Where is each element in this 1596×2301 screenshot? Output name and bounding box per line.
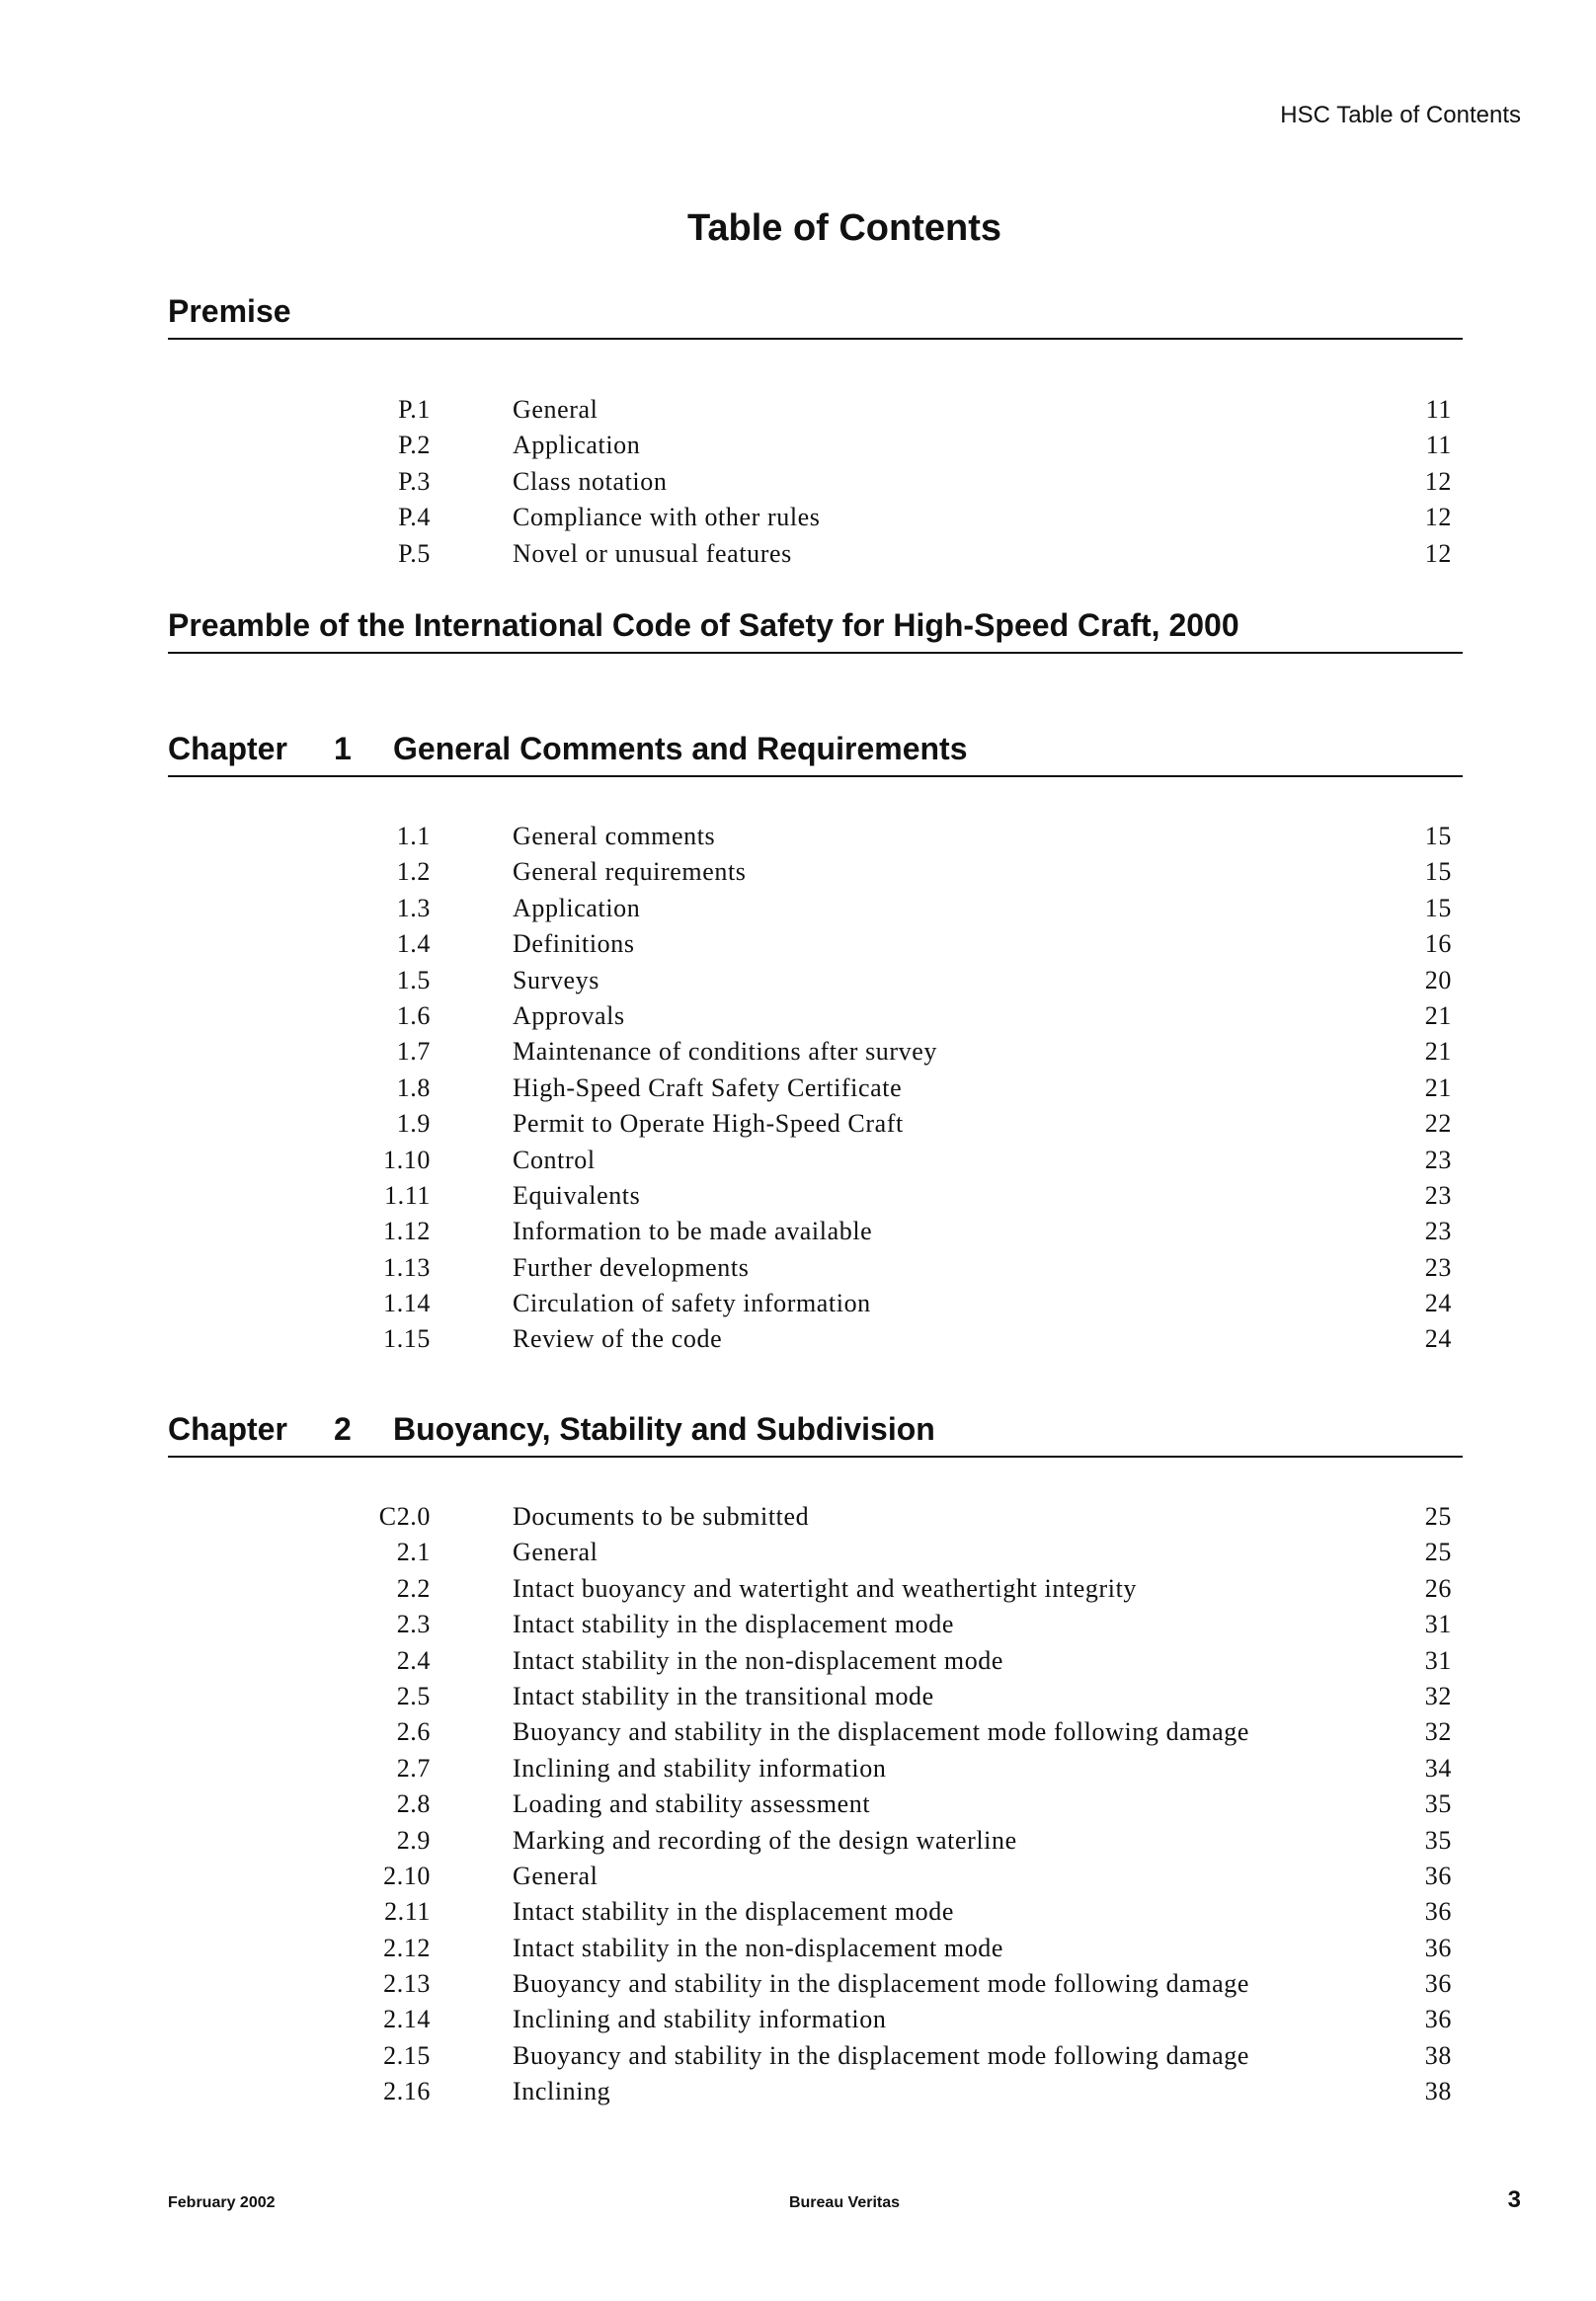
toc-entry[interactable] (0, 1610, 1596, 1645)
entry-title: Further developments (513, 1252, 750, 1282)
page-title: Table of Contents (686, 207, 1002, 249)
entry-number: 1.10 (383, 1145, 431, 1174)
entry-title: General (513, 1861, 598, 1890)
entry-title: General (513, 395, 598, 424)
toc-entry[interactable] (0, 1789, 1596, 1825)
chapter-label: Chapter (168, 731, 287, 766)
toc-entry[interactable] (0, 2077, 1596, 2112)
toc-entry[interactable] (0, 1217, 1596, 1252)
entry-page: 35 (1424, 1825, 1452, 1855)
entry-page: 12 (1424, 538, 1452, 568)
entry-page: 36 (1424, 2005, 1452, 2034)
chapter-title: Buoyancy, Stability and Subdivision (393, 1411, 935, 1447)
entry-title: Intact stability in the displacement mode (513, 1610, 954, 1639)
page-number: 3 (1507, 2186, 1521, 2213)
entry-page: 11 (1425, 431, 1452, 460)
toc-entry[interactable] (0, 431, 1596, 466)
toc-entry[interactable] (0, 2005, 1596, 2040)
entry-title: Loading and stability assessment (513, 1789, 871, 1819)
toc-entry[interactable] (0, 1646, 1596, 1682)
toc-entry[interactable] (0, 857, 1596, 893)
entry-page: 32 (1424, 1681, 1452, 1710)
toc-entry[interactable] (0, 1934, 1596, 1969)
toc-entry[interactable] (0, 966, 1596, 1001)
entry-page: 12 (1424, 503, 1452, 532)
entry-title: Buoyancy and stability in the displacement mode following damage (513, 1717, 1250, 1747)
entry-title: Intact stability in the non-displacement mode (513, 1645, 1004, 1675)
entry-page: 20 (1424, 965, 1452, 994)
chapter-label: Chapter (168, 1411, 287, 1447)
entry-title: Control (513, 1145, 596, 1174)
toc-entry[interactable] (0, 1897, 1596, 1933)
entry-list-chapter-1 (0, 822, 1596, 1361)
entry-number: 1.2 (396, 857, 431, 887)
section-title: Preamble of the International Code of Safety for High-Speed Craft, 2000 (168, 607, 1239, 643)
entry-title: Surveys (513, 965, 599, 994)
entry-title: Information to be made available (513, 1217, 873, 1246)
entry-number: 2.1 (396, 1538, 431, 1567)
entry-number: 1.5 (396, 965, 431, 994)
toc-entry[interactable] (0, 1109, 1596, 1145)
section-heading-preamble (168, 606, 1463, 654)
entry-page: 36 (1424, 1969, 1452, 1999)
entry-number: P.4 (398, 503, 431, 532)
entry-page: 34 (1424, 1753, 1452, 1783)
entry-title: Marking and recording of the design waterline (513, 1825, 1017, 1855)
entry-title: Intact stability in the non-displacement mode (513, 1933, 1004, 1962)
entry-title: High-Speed Craft Safety Certificate (513, 1072, 903, 1102)
entry-page: 31 (1424, 1610, 1452, 1639)
toc-entry[interactable] (0, 1001, 1596, 1037)
entry-number: 1.1 (396, 822, 431, 850)
toc-entry[interactable] (0, 1717, 1596, 1753)
toc-entry[interactable] (0, 2041, 1596, 2077)
entry-page: 11 (1425, 395, 1452, 424)
entry-list-premise (0, 395, 1596, 575)
entry-page: 26 (1424, 1573, 1452, 1603)
entry-number: 1.12 (383, 1217, 431, 1246)
entry-title: Intact buoyancy and watertight and weathertight integrity (513, 1573, 1137, 1603)
entry-page: 35 (1424, 1789, 1452, 1819)
entry-page: 21 (1424, 1072, 1452, 1102)
entry-page: 25 (1424, 1502, 1452, 1531)
entry-page: 24 (1424, 1324, 1452, 1354)
entry-page: 22 (1424, 1109, 1452, 1139)
footer-date: February 2002 (168, 2194, 276, 2211)
entry-title: Intact stability in the transitional mode (513, 1681, 934, 1710)
entry-page: 24 (1424, 1289, 1452, 1318)
toc-entry[interactable] (0, 1289, 1596, 1324)
entry-title: General (513, 1538, 598, 1567)
entry-number: 1.4 (396, 929, 431, 959)
entry-number: 2.4 (396, 1645, 431, 1675)
toc-entry[interactable] (0, 1073, 1596, 1109)
chapter-number: 1 (334, 731, 352, 766)
entry-page: 21 (1424, 1037, 1452, 1067)
entry-title: Permit to Operate High-Speed Craft (513, 1109, 904, 1139)
entry-page: 38 (1424, 2040, 1452, 2070)
entry-title: Buoyancy and stability in the displacement mode following damage (513, 1969, 1250, 1999)
entry-title: Application (513, 893, 641, 922)
entry-number: 2.6 (396, 1717, 431, 1747)
entry-number: 2.13 (383, 1969, 431, 1999)
running-header: HSC Table of Contents (1280, 102, 1521, 128)
entry-number: 2.12 (383, 1933, 431, 1962)
section-heading-premise (168, 292, 1463, 340)
entry-number: 1.6 (396, 1000, 431, 1030)
entry-number: 2.14 (383, 2005, 431, 2034)
entry-title: Novel or unusual features (513, 538, 792, 568)
entry-number: 2.15 (383, 2040, 431, 2070)
toc-entry[interactable] (0, 1324, 1596, 1360)
entry-title: Class notation (513, 466, 668, 496)
toc-entry[interactable] (0, 1146, 1596, 1181)
entry-page: 15 (1424, 857, 1452, 887)
toc-entry[interactable] (0, 1826, 1596, 1862)
toc-entry[interactable] (0, 1181, 1596, 1217)
entry-title: Inclining (513, 2077, 611, 2106)
entry-page: 36 (1424, 1933, 1452, 1962)
entry-number: 1.8 (396, 1072, 431, 1102)
entry-number: 2.2 (396, 1573, 431, 1603)
toc-entry[interactable] (0, 1037, 1596, 1072)
entry-page: 23 (1424, 1252, 1452, 1282)
entry-number: 1.14 (383, 1289, 431, 1318)
entry-title: Approvals (513, 1000, 625, 1030)
toc-entry[interactable] (0, 929, 1596, 965)
toc-entry[interactable] (0, 1862, 1596, 1897)
toc-entry[interactable] (0, 503, 1596, 538)
entry-title: General comments (513, 822, 716, 850)
entry-number: 2.3 (396, 1610, 431, 1639)
footer-publisher: Bureau Veritas (788, 2194, 901, 2211)
entry-list-chapter-2 (0, 1502, 1596, 2113)
entry-number: 1.15 (383, 1324, 431, 1354)
entry-title: Buoyancy and stability in the displacement mode following damage (513, 2040, 1250, 2070)
toc-entry[interactable] (0, 1253, 1596, 1289)
entry-page: 25 (1424, 1538, 1452, 1567)
entry-page: 23 (1424, 1180, 1452, 1210)
section-title: Premise (168, 293, 291, 329)
entry-page: 15 (1424, 893, 1452, 922)
entry-number: 1.9 (396, 1109, 431, 1139)
entry-title: Application (513, 431, 641, 460)
entry-page: 16 (1424, 929, 1452, 959)
entry-page: 23 (1424, 1217, 1452, 1246)
toc-entry[interactable] (0, 1682, 1596, 1717)
entry-page: 15 (1424, 822, 1452, 850)
entry-number: P.3 (398, 466, 431, 496)
entry-title: Intact stability in the displacement mode (513, 1897, 954, 1927)
toc-entry[interactable] (0, 1969, 1596, 2005)
entry-page: 12 (1424, 466, 1452, 496)
entry-number: C2.0 (378, 1502, 431, 1531)
entry-number: 2.16 (383, 2077, 431, 2106)
entry-page: 21 (1424, 1000, 1452, 1030)
entry-page: 38 (1424, 2077, 1452, 2106)
entry-title: Inclining and stability information (513, 2005, 887, 2034)
entry-number: 2.5 (396, 1681, 431, 1710)
entry-number: 1.3 (396, 893, 431, 922)
chapter-heading-2 (168, 1410, 1463, 1458)
entry-number: 1.13 (383, 1252, 431, 1282)
toc-entry[interactable] (0, 894, 1596, 929)
entry-number: P.1 (398, 395, 431, 424)
entry-page: 23 (1424, 1145, 1452, 1174)
entry-page: 32 (1424, 1717, 1452, 1747)
entry-number: 2.10 (383, 1861, 431, 1890)
toc-entry[interactable] (0, 539, 1596, 575)
entry-number: 1.11 (384, 1180, 431, 1210)
entry-number: 1.7 (396, 1037, 431, 1067)
entry-number: 2.11 (384, 1897, 431, 1927)
chapter-heading-1 (168, 730, 1463, 777)
chapter-number: 2 (334, 1411, 352, 1447)
entry-title: General requirements (513, 857, 747, 887)
entry-title: Review of the code (513, 1324, 723, 1354)
toc-entry[interactable] (0, 1574, 1596, 1610)
chapter-title: General Comments and Requirements (393, 731, 968, 766)
entry-number: 2.8 (396, 1789, 431, 1819)
entry-number: 2.7 (396, 1753, 431, 1783)
entry-title: Inclining and stability information (513, 1753, 887, 1783)
entry-title: Equivalents (513, 1180, 641, 1210)
entry-title: Maintenance of conditions after survey (513, 1037, 937, 1067)
entry-number: P.5 (398, 538, 431, 568)
entry-page: 36 (1424, 1897, 1452, 1927)
entry-title: Definitions (513, 929, 635, 959)
toc-entry[interactable] (0, 1538, 1596, 1573)
toc-entry[interactable] (0, 822, 1596, 857)
entry-title: Compliance with other rules (513, 503, 821, 532)
entry-title: Circulation of safety information (513, 1289, 871, 1318)
entry-number: 2.9 (396, 1825, 431, 1855)
toc-entry[interactable] (0, 395, 1596, 431)
entry-page: 31 (1424, 1645, 1452, 1675)
toc-entry[interactable] (0, 467, 1596, 503)
toc-entry[interactable] (0, 1502, 1596, 1538)
entry-page: 36 (1424, 1861, 1452, 1890)
entry-title: Documents to be submitted (513, 1502, 810, 1531)
toc-entry[interactable] (0, 1754, 1596, 1789)
entry-number: P.2 (398, 431, 431, 460)
